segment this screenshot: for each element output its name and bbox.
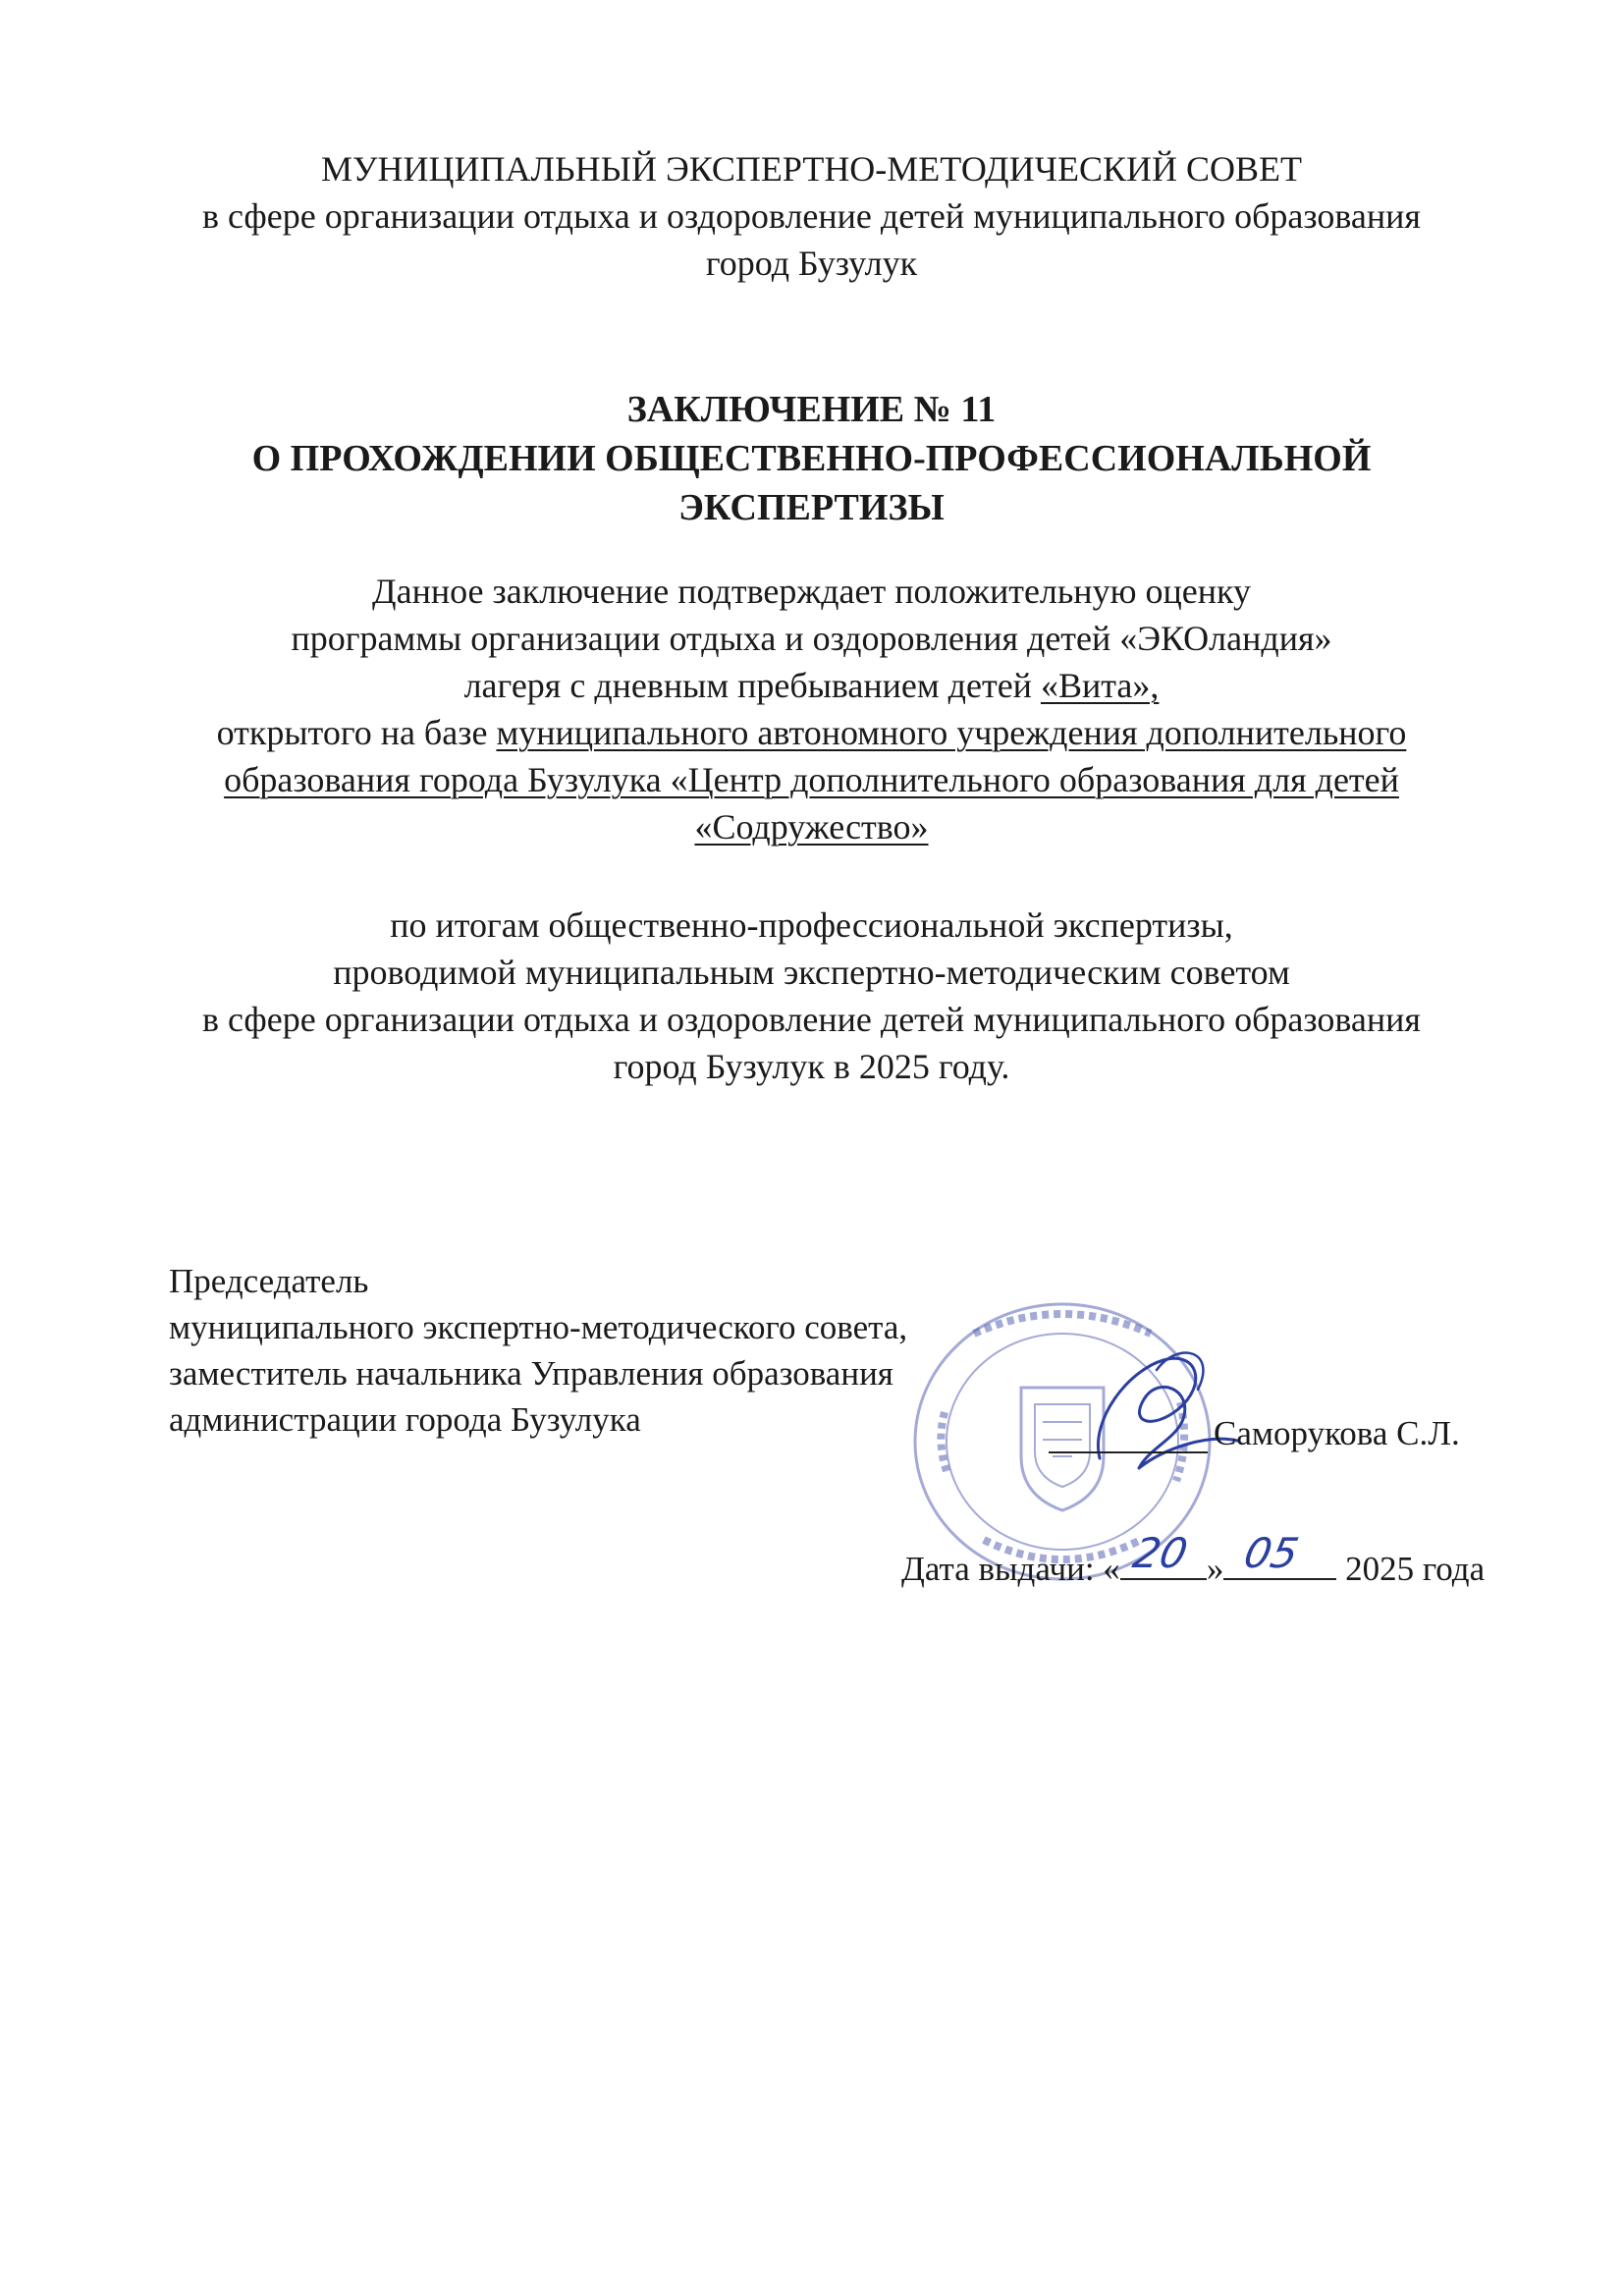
institution-name-part1: муниципального автономного учреждения дополнительного — [496, 713, 1407, 752]
camp-name: «Вита», — [1040, 666, 1160, 705]
results-line-3: в сфере организации отдыха и оздоровление детей муниципального образования — [202, 1000, 1421, 1039]
chairman-title: Председатель — [169, 1262, 369, 1300]
council-city: город Бузулук — [705, 244, 918, 283]
results-paragraph — [0, 902, 1623, 1090]
institution-line-2 — [0, 756, 1623, 803]
results-line-4: город Бузулук в 2025 году. — [613, 1047, 1010, 1086]
results-line-2: проводимой муниципальным экспертно-методическим советом — [333, 953, 1290, 992]
camp-prefix: лагеря с дневным пребыванием детей — [463, 666, 1041, 705]
date-year: 2025 года — [1336, 1550, 1486, 1588]
institution-name-part3: «Содружество» — [694, 807, 929, 847]
chairman-position: заместитель начальника Управления образования — [169, 1354, 893, 1393]
handwritten-signature — [1070, 1331, 1247, 1488]
program-line: программы организации отдыха и оздоровления детей «ЭКОландия» — [291, 619, 1332, 658]
signer-name: Саморукова С.Л. — [1214, 1414, 1460, 1452]
confirmation-line: Данное заключение подтверждает положительную оценку — [372, 572, 1251, 611]
document-title — [0, 385, 1623, 532]
council-header — [0, 145, 1623, 287]
date-separator: » — [1206, 1550, 1224, 1588]
institution-prefix: открытого на базе — [216, 713, 497, 752]
council-name: МУНИЦИПАЛЬНЫЙ ЭКСПЕРТНО-МЕТОДИЧЕСКИЙ СОВЕТ — [321, 149, 1302, 189]
institution-line-3 — [0, 803, 1623, 850]
institution-line — [0, 709, 1623, 756]
confirmation-paragraph — [0, 568, 1623, 850]
camp-line — [0, 662, 1623, 709]
chairman-council: муниципального экспертно-методического совета, — [169, 1308, 908, 1346]
date-month-field — [1223, 1529, 1336, 1580]
signature-line — [1049, 1451, 1208, 1453]
chairman-administration: администрации города Бузулука — [169, 1400, 641, 1439]
date-day-field — [1120, 1529, 1207, 1580]
institution-name-part2: образования города Бузулука «Центр дополнительного образования для детей — [224, 760, 1399, 799]
date-label: Дата выдачи: « — [901, 1550, 1120, 1588]
results-line-1: по итогам общественно-профессиональной экспертизы, — [390, 905, 1233, 945]
issue-date — [901, 1529, 1486, 1592]
council-scope: в сфере организации отдыха и оздоровление детей муниципального образования — [202, 196, 1421, 236]
chairman-block — [169, 1258, 907, 1443]
title-subject-end: ЭКСПЕРТИЗЫ — [678, 487, 945, 528]
date-month: 05 — [1240, 1529, 1304, 1577]
date-day: 20 — [1128, 1529, 1192, 1577]
title-subject: О ПРОХОЖДЕНИИ ОБЩЕСТВЕННО-ПРОФЕССИОНАЛЬНОЙ — [251, 438, 1372, 479]
title-number: ЗАКЛЮЧЕНИЕ № 11 — [626, 389, 997, 430]
